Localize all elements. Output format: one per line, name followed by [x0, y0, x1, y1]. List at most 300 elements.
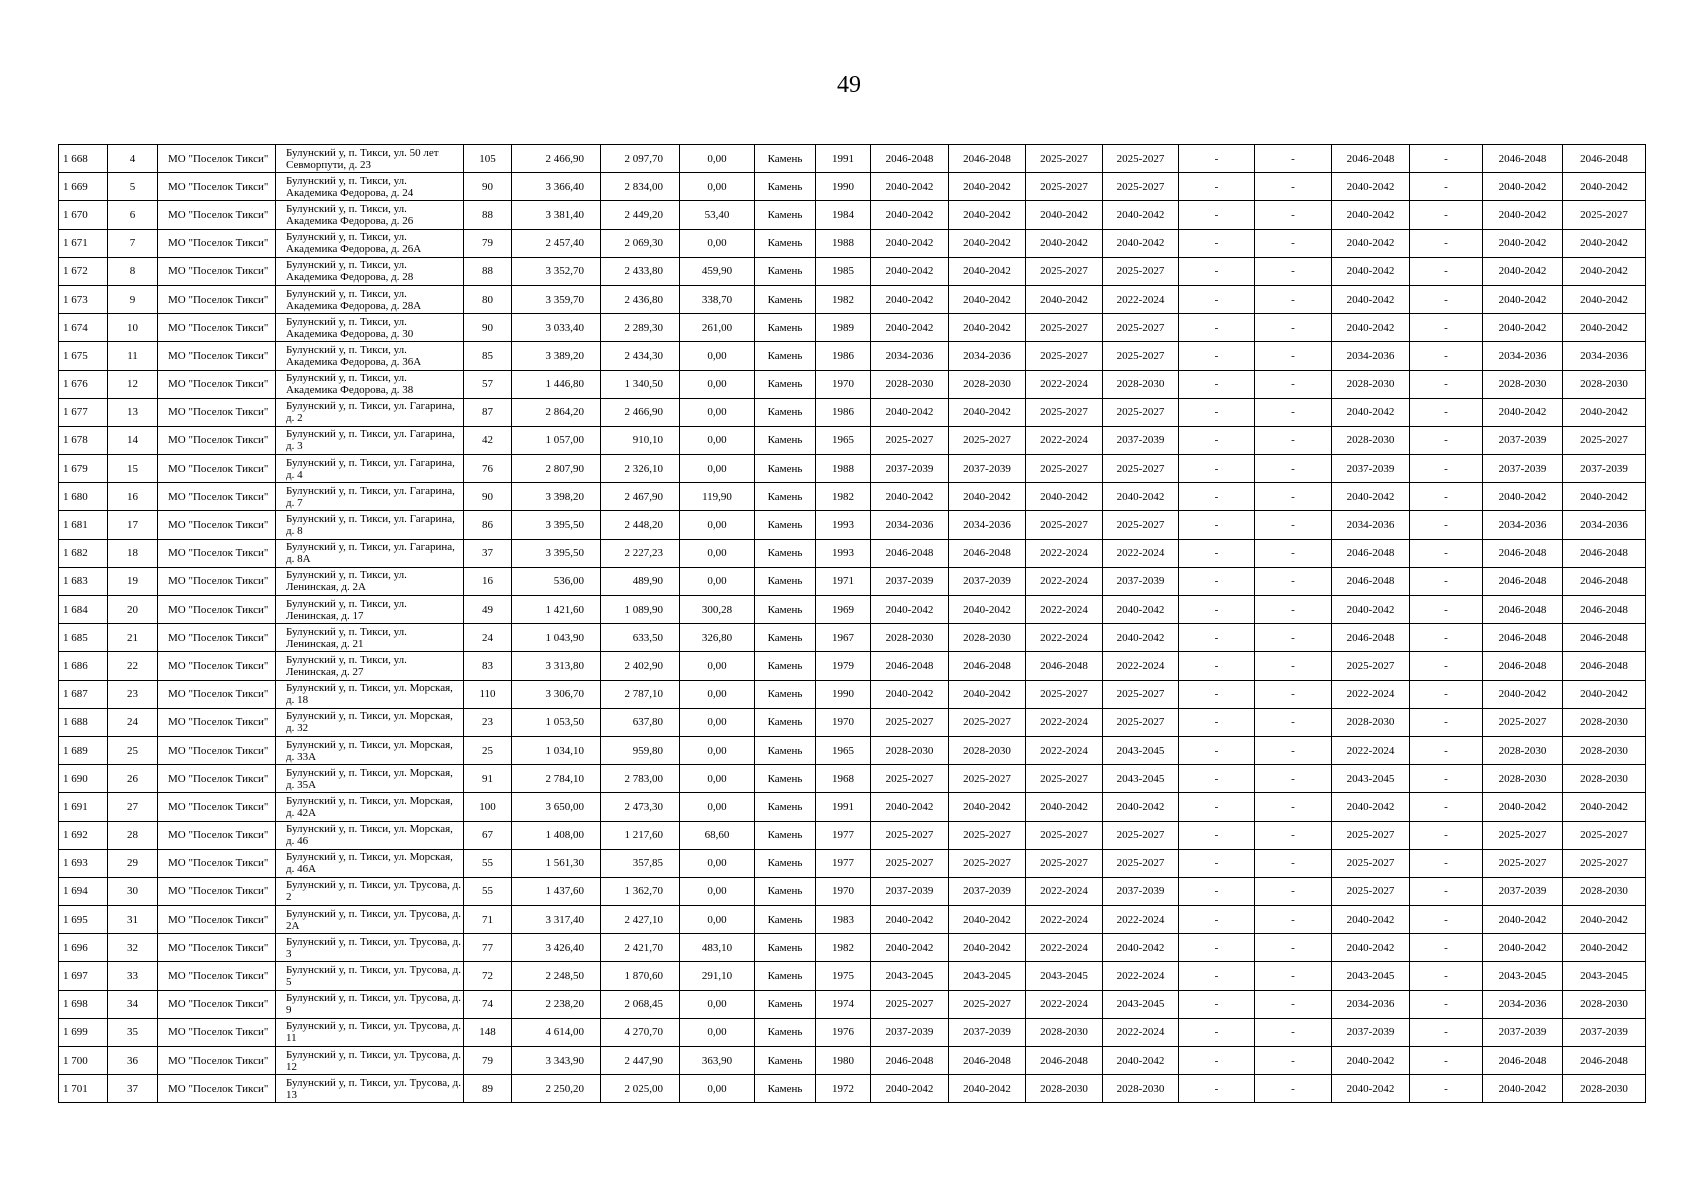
cell-address: Булунский у, п. Тикси, ул. Гагарина, д. 4 [276, 455, 464, 483]
cell-address: Булунский у, п. Тикси, ул. Трусова, д. 9 [276, 990, 464, 1018]
cell-row-number: 1 699 [59, 1018, 108, 1046]
cell-period-8: - [1410, 962, 1483, 990]
cell-period-2: 2040-2042 [949, 793, 1026, 821]
table-row [59, 1075, 1646, 1103]
cell-wall-material: Камень [755, 1075, 816, 1103]
cell-municipality: МО "Поселок Тикси" [158, 793, 276, 821]
cell-period-8: - [1410, 708, 1483, 736]
cell-living-area: 633,50 [601, 624, 680, 652]
cell-wall-material: Камень [755, 342, 816, 370]
cell-period-10: 2025-2027 [1563, 849, 1646, 877]
cell-row-number: 1 677 [59, 398, 108, 426]
cell-total-area: 2 250,20 [512, 1075, 601, 1103]
cell-period-9: 2040-2042 [1483, 1075, 1563, 1103]
cell-address: Булунский у, п. Тикси, ул. Морская, д. 33А [276, 736, 464, 764]
cell-period-1: 2040-2042 [871, 285, 949, 313]
cell-total-area: 1 408,00 [512, 821, 601, 849]
cell-period-5: - [1179, 173, 1255, 201]
cell-build-year: 1993 [816, 511, 871, 539]
cell-period-6: - [1255, 1018, 1332, 1046]
cell-period-9: 2040-2042 [1483, 229, 1563, 257]
cell-period-1: 2025-2027 [871, 708, 949, 736]
cell-period-5: - [1179, 342, 1255, 370]
cell-period-3: 2022-2024 [1026, 708, 1103, 736]
cell-item-number: 30 [108, 877, 158, 905]
cell-address: Булунский у, п. Тикси, ул. Морская, д. 46А [276, 849, 464, 877]
cell-residents: 57 [464, 370, 512, 398]
cell-period-7: 2040-2042 [1332, 1047, 1410, 1075]
cell-period-3: 2022-2024 [1026, 736, 1103, 764]
cell-period-7: 2028-2030 [1332, 708, 1410, 736]
cell-period-3: 2025-2027 [1026, 680, 1103, 708]
cell-row-number: 1 687 [59, 680, 108, 708]
cell-residents: 49 [464, 596, 512, 624]
cell-build-year: 1968 [816, 765, 871, 793]
cell-row-number: 1 674 [59, 314, 108, 342]
cell-period-4: 2040-2042 [1103, 1047, 1179, 1075]
cell-period-9: 2040-2042 [1483, 173, 1563, 201]
cell-residents: 105 [464, 145, 512, 173]
cell-period-6: - [1255, 483, 1332, 511]
table-row [59, 877, 1646, 905]
cell-period-5: - [1179, 1018, 1255, 1046]
cell-period-3: 2028-2030 [1026, 1018, 1103, 1046]
cell-period-1: 2040-2042 [871, 793, 949, 821]
cell-row-number: 1 693 [59, 849, 108, 877]
cell-period-4: 2040-2042 [1103, 793, 1179, 821]
cell-period-5: - [1179, 398, 1255, 426]
cell-row-number: 1 685 [59, 624, 108, 652]
cell-period-2: 2040-2042 [949, 1075, 1026, 1103]
cell-period-9: 2040-2042 [1483, 793, 1563, 821]
cell-wall-material: Камень [755, 793, 816, 821]
cell-total-area: 1 421,60 [512, 596, 601, 624]
cell-period-1: 2043-2045 [871, 962, 949, 990]
cell-period-1: 2046-2048 [871, 1047, 949, 1075]
table-row [59, 342, 1646, 370]
cell-period-3: 2028-2030 [1026, 1075, 1103, 1103]
table-row [59, 765, 1646, 793]
cell-residents: 72 [464, 962, 512, 990]
cell-total-area: 1 034,10 [512, 736, 601, 764]
cell-total-area: 3 306,70 [512, 680, 601, 708]
table-row [59, 314, 1646, 342]
cell-build-year: 1980 [816, 1047, 871, 1075]
cell-period-1: 2025-2027 [871, 821, 949, 849]
cell-nonresidential-area: 0,00 [680, 370, 755, 398]
cell-period-1: 2028-2030 [871, 624, 949, 652]
cell-nonresidential-area: 291,10 [680, 962, 755, 990]
cell-nonresidential-area: 68,60 [680, 821, 755, 849]
table-row [59, 483, 1646, 511]
cell-municipality: МО "Поселок Тикси" [158, 596, 276, 624]
cell-residents: 16 [464, 567, 512, 595]
cell-municipality: МО "Поселок Тикси" [158, 624, 276, 652]
cell-living-area: 2 434,30 [601, 342, 680, 370]
cell-period-5: - [1179, 201, 1255, 229]
cell-period-6: - [1255, 1075, 1332, 1103]
cell-item-number: 6 [108, 201, 158, 229]
cell-total-area: 3 395,50 [512, 539, 601, 567]
cell-total-area: 2 784,10 [512, 765, 601, 793]
cell-municipality: МО "Поселок Тикси" [158, 229, 276, 257]
cell-item-number: 12 [108, 370, 158, 398]
cell-period-9: 2028-2030 [1483, 370, 1563, 398]
cell-period-10: 2028-2030 [1563, 370, 1646, 398]
cell-period-10: 2028-2030 [1563, 877, 1646, 905]
cell-period-7: 2040-2042 [1332, 483, 1410, 511]
cell-nonresidential-area: 0,00 [680, 877, 755, 905]
cell-period-3: 2025-2027 [1026, 511, 1103, 539]
cell-item-number: 32 [108, 934, 158, 962]
cell-living-area: 2 421,70 [601, 934, 680, 962]
cell-living-area: 2 025,00 [601, 1075, 680, 1103]
cell-period-10: 2040-2042 [1563, 483, 1646, 511]
cell-period-3: 2040-2042 [1026, 483, 1103, 511]
cell-period-6: - [1255, 736, 1332, 764]
cell-total-area: 3 352,70 [512, 257, 601, 285]
cell-period-6: - [1255, 906, 1332, 934]
cell-period-1: 2025-2027 [871, 426, 949, 454]
cell-period-7: 2046-2048 [1332, 567, 1410, 595]
cell-period-9: 2037-2039 [1483, 426, 1563, 454]
cell-period-1: 2028-2030 [871, 736, 949, 764]
cell-period-5: - [1179, 934, 1255, 962]
cell-period-3: 2025-2027 [1026, 455, 1103, 483]
cell-period-9: 2034-2036 [1483, 511, 1563, 539]
cell-period-4: 2043-2045 [1103, 765, 1179, 793]
cell-wall-material: Камень [755, 398, 816, 426]
cell-living-area: 2 467,90 [601, 483, 680, 511]
cell-item-number: 17 [108, 511, 158, 539]
cell-period-8: - [1410, 201, 1483, 229]
cell-period-2: 2028-2030 [949, 370, 1026, 398]
cell-residents: 77 [464, 934, 512, 962]
cell-total-area: 3 389,20 [512, 342, 601, 370]
cell-address: Булунский у, п. Тикси, ул. Гагарина, д. 7 [276, 483, 464, 511]
cell-period-1: 2040-2042 [871, 483, 949, 511]
cell-period-5: - [1179, 990, 1255, 1018]
cell-period-3: 2025-2027 [1026, 765, 1103, 793]
cell-row-number: 1 668 [59, 145, 108, 173]
cell-period-2: 2040-2042 [949, 285, 1026, 313]
cell-residents: 25 [464, 736, 512, 764]
cell-build-year: 1975 [816, 962, 871, 990]
cell-period-3: 2022-2024 [1026, 370, 1103, 398]
cell-residents: 67 [464, 821, 512, 849]
cell-municipality: МО "Поселок Тикси" [158, 257, 276, 285]
cell-wall-material: Камень [755, 624, 816, 652]
cell-living-area: 2 289,30 [601, 314, 680, 342]
cell-period-3: 2025-2027 [1026, 342, 1103, 370]
cell-living-area: 2 402,90 [601, 652, 680, 680]
cell-period-9: 2043-2045 [1483, 962, 1563, 990]
cell-build-year: 1970 [816, 877, 871, 905]
cell-period-8: - [1410, 934, 1483, 962]
cell-living-area: 2 447,90 [601, 1047, 680, 1075]
cell-period-2: 2046-2048 [949, 652, 1026, 680]
cell-row-number: 1 694 [59, 877, 108, 905]
cell-row-number: 1 672 [59, 257, 108, 285]
cell-address: Булунский у, п. Тикси, ул. Академика Федорова, д. 28А [276, 285, 464, 313]
cell-item-number: 10 [108, 314, 158, 342]
cell-period-9: 2040-2042 [1483, 257, 1563, 285]
cell-period-7: 2040-2042 [1332, 314, 1410, 342]
cell-living-area: 2 326,10 [601, 455, 680, 483]
cell-period-8: - [1410, 539, 1483, 567]
cell-address: Булунский у, п. Тикси, ул. Ленинская, д. 2А [276, 567, 464, 595]
cell-period-9: 2028-2030 [1483, 765, 1563, 793]
cell-municipality: МО "Поселок Тикси" [158, 1018, 276, 1046]
cell-wall-material: Камень [755, 849, 816, 877]
cell-period-8: - [1410, 652, 1483, 680]
cell-item-number: 31 [108, 906, 158, 934]
cell-living-area: 2 473,30 [601, 793, 680, 821]
cell-period-8: - [1410, 821, 1483, 849]
cell-municipality: МО "Поселок Тикси" [158, 934, 276, 962]
cell-period-2: 2040-2042 [949, 680, 1026, 708]
cell-period-10: 2046-2048 [1563, 567, 1646, 595]
cell-period-2: 2040-2042 [949, 173, 1026, 201]
table-row [59, 624, 1646, 652]
cell-municipality: МО "Поселок Тикси" [158, 511, 276, 539]
cell-period-7: 2028-2030 [1332, 426, 1410, 454]
cell-period-10: 2040-2042 [1563, 257, 1646, 285]
cell-address: Булунский у, п. Тикси, ул. Трусова, д. 3 [276, 934, 464, 962]
cell-municipality: МО "Поселок Тикси" [158, 877, 276, 905]
cell-total-area: 1 053,50 [512, 708, 601, 736]
cell-period-8: - [1410, 455, 1483, 483]
cell-period-7: 2028-2030 [1332, 370, 1410, 398]
cell-period-9: 2040-2042 [1483, 680, 1563, 708]
cell-period-10: 2028-2030 [1563, 708, 1646, 736]
cell-living-area: 2 427,10 [601, 906, 680, 934]
cell-wall-material: Камень [755, 539, 816, 567]
cell-total-area: 3 398,20 [512, 483, 601, 511]
cell-build-year: 1982 [816, 285, 871, 313]
cell-period-10: 2040-2042 [1563, 173, 1646, 201]
cell-period-7: 2025-2027 [1332, 849, 1410, 877]
cell-address: Булунский у, п. Тикси, ул. Морская, д. 35А [276, 765, 464, 793]
cell-period-4: 2022-2024 [1103, 539, 1179, 567]
cell-period-3: 2040-2042 [1026, 285, 1103, 313]
cell-item-number: 18 [108, 539, 158, 567]
cell-period-1: 2025-2027 [871, 990, 949, 1018]
cell-period-10: 2034-2036 [1563, 342, 1646, 370]
cell-item-number: 16 [108, 483, 158, 511]
cell-municipality: МО "Поселок Тикси" [158, 821, 276, 849]
cell-municipality: МО "Поселок Тикси" [158, 173, 276, 201]
table-row [59, 906, 1646, 934]
cell-period-10: 2028-2030 [1563, 736, 1646, 764]
cell-period-1: 2040-2042 [871, 201, 949, 229]
cell-wall-material: Камень [755, 483, 816, 511]
cell-address: Булунский у, п. Тикси, ул. Трусова, д. 13 [276, 1075, 464, 1103]
cell-total-area: 2 466,90 [512, 145, 601, 173]
cell-period-9: 2034-2036 [1483, 342, 1563, 370]
cell-period-1: 2046-2048 [871, 145, 949, 173]
cell-period-8: - [1410, 624, 1483, 652]
cell-period-1: 2025-2027 [871, 765, 949, 793]
cell-period-10: 2040-2042 [1563, 314, 1646, 342]
cell-period-4: 2025-2027 [1103, 173, 1179, 201]
cell-nonresidential-area: 0,00 [680, 1075, 755, 1103]
cell-wall-material: Камень [755, 145, 816, 173]
cell-period-1: 2040-2042 [871, 257, 949, 285]
cell-address: Булунский у, п. Тикси, ул. Академика Федорова, д. 26А [276, 229, 464, 257]
cell-build-year: 1993 [816, 539, 871, 567]
cell-municipality: МО "Поселок Тикси" [158, 1047, 276, 1075]
cell-period-4: 2043-2045 [1103, 736, 1179, 764]
cell-item-number: 33 [108, 962, 158, 990]
cell-period-2: 2040-2042 [949, 398, 1026, 426]
cell-nonresidential-area: 0,00 [680, 680, 755, 708]
cell-municipality: МО "Поселок Тикси" [158, 145, 276, 173]
cell-nonresidential-area: 0,00 [680, 342, 755, 370]
cell-residents: 74 [464, 990, 512, 1018]
cell-period-8: - [1410, 173, 1483, 201]
cell-build-year: 1970 [816, 370, 871, 398]
cell-period-2: 2040-2042 [949, 483, 1026, 511]
cell-living-area: 2 227,23 [601, 539, 680, 567]
cell-living-area: 637,80 [601, 708, 680, 736]
cell-period-10: 2025-2027 [1563, 821, 1646, 849]
cell-period-8: - [1410, 511, 1483, 539]
cell-period-9: 2025-2027 [1483, 708, 1563, 736]
cell-wall-material: Камень [755, 1018, 816, 1046]
cell-build-year: 1969 [816, 596, 871, 624]
cell-address: Булунский у, п. Тикси, ул. Морская, д. 46 [276, 821, 464, 849]
cell-wall-material: Камень [755, 314, 816, 342]
cell-residents: 85 [464, 342, 512, 370]
cell-period-4: 2025-2027 [1103, 314, 1179, 342]
cell-nonresidential-area: 0,00 [680, 145, 755, 173]
cell-address: Булунский у, п. Тикси, ул. Гагарина, д. 2 [276, 398, 464, 426]
cell-period-1: 2040-2042 [871, 314, 949, 342]
cell-period-6: - [1255, 765, 1332, 793]
cell-period-1: 2040-2042 [871, 934, 949, 962]
table-row [59, 201, 1646, 229]
cell-period-7: 2022-2024 [1332, 736, 1410, 764]
cell-period-7: 2046-2048 [1332, 624, 1410, 652]
cell-period-4: 2022-2024 [1103, 906, 1179, 934]
cell-period-5: - [1179, 483, 1255, 511]
cell-total-area: 3 359,70 [512, 285, 601, 313]
cell-period-7: 2043-2045 [1332, 962, 1410, 990]
cell-residents: 71 [464, 906, 512, 934]
cell-period-8: - [1410, 1047, 1483, 1075]
cell-row-number: 1 689 [59, 736, 108, 764]
cell-period-6: - [1255, 680, 1332, 708]
cell-nonresidential-area: 0,00 [680, 990, 755, 1018]
cell-item-number: 34 [108, 990, 158, 1018]
cell-address: Булунский у, п. Тикси, ул. Академика Федорова, д. 24 [276, 173, 464, 201]
cell-period-2: 2046-2048 [949, 1047, 1026, 1075]
table-row [59, 398, 1646, 426]
cell-period-7: 2040-2042 [1332, 173, 1410, 201]
cell-period-4: 2025-2027 [1103, 511, 1179, 539]
cell-nonresidential-area: 53,40 [680, 201, 755, 229]
cell-total-area: 3 650,00 [512, 793, 601, 821]
cell-period-1: 2037-2039 [871, 567, 949, 595]
cell-period-3: 2046-2048 [1026, 652, 1103, 680]
cell-item-number: 36 [108, 1047, 158, 1075]
cell-nonresidential-area: 0,00 [680, 398, 755, 426]
cell-period-5: - [1179, 1047, 1255, 1075]
cell-row-number: 1 683 [59, 567, 108, 595]
cell-period-2: 2040-2042 [949, 906, 1026, 934]
cell-period-6: - [1255, 426, 1332, 454]
cell-item-number: 7 [108, 229, 158, 257]
cell-period-10: 2040-2042 [1563, 398, 1646, 426]
cell-period-4: 2028-2030 [1103, 370, 1179, 398]
cell-row-number: 1 681 [59, 511, 108, 539]
cell-nonresidential-area: 0,00 [680, 426, 755, 454]
cell-period-1: 2037-2039 [871, 1018, 949, 1046]
cell-period-3: 2025-2027 [1026, 398, 1103, 426]
cell-period-4: 2022-2024 [1103, 1018, 1179, 1046]
cell-build-year: 1979 [816, 652, 871, 680]
cell-period-9: 2040-2042 [1483, 906, 1563, 934]
cell-total-area: 3 366,40 [512, 173, 601, 201]
cell-period-4: 2040-2042 [1103, 934, 1179, 962]
cell-municipality: МО "Поселок Тикси" [158, 708, 276, 736]
cell-row-number: 1 688 [59, 708, 108, 736]
cell-period-5: - [1179, 652, 1255, 680]
cell-wall-material: Камень [755, 1047, 816, 1075]
cell-period-4: 2040-2042 [1103, 483, 1179, 511]
cell-living-area: 2 466,90 [601, 398, 680, 426]
cell-period-8: - [1410, 145, 1483, 173]
cell-period-3: 2025-2027 [1026, 173, 1103, 201]
cell-period-7: 2040-2042 [1332, 229, 1410, 257]
cell-build-year: 1991 [816, 793, 871, 821]
cell-address: Булунский у, п. Тикси, ул. Трусова, д. 2 [276, 877, 464, 905]
cell-row-number: 1 676 [59, 370, 108, 398]
cell-item-number: 14 [108, 426, 158, 454]
cell-municipality: МО "Поселок Тикси" [158, 426, 276, 454]
cell-build-year: 1990 [816, 173, 871, 201]
cell-period-2: 2040-2042 [949, 934, 1026, 962]
cell-address: Булунский у, п. Тикси, ул. Морская, д. 32 [276, 708, 464, 736]
cell-period-5: - [1179, 765, 1255, 793]
cell-period-7: 2040-2042 [1332, 793, 1410, 821]
cell-period-2: 2028-2030 [949, 736, 1026, 764]
cell-build-year: 1965 [816, 736, 871, 764]
cell-period-6: - [1255, 596, 1332, 624]
cell-wall-material: Камень [755, 596, 816, 624]
cell-period-6: - [1255, 229, 1332, 257]
cell-address: Булунский у, п. Тикси, ул. Трусова, д. 2А [276, 906, 464, 934]
table-row [59, 736, 1646, 764]
cell-period-5: - [1179, 426, 1255, 454]
cell-address: Булунский у, п. Тикси, ул. Академика Федорова, д. 28 [276, 257, 464, 285]
cell-period-5: - [1179, 285, 1255, 313]
cell-address: Булунский у, п. Тикси, ул. Ленинская, д. 17 [276, 596, 464, 624]
cell-row-number: 1 695 [59, 906, 108, 934]
table-row [59, 962, 1646, 990]
cell-period-3: 2025-2027 [1026, 821, 1103, 849]
cell-period-6: - [1255, 821, 1332, 849]
cell-period-2: 2028-2030 [949, 624, 1026, 652]
cell-residents: 24 [464, 624, 512, 652]
cell-residents: 100 [464, 793, 512, 821]
cell-period-9: 2037-2039 [1483, 877, 1563, 905]
table-row [59, 708, 1646, 736]
cell-period-8: - [1410, 257, 1483, 285]
cell-period-7: 2040-2042 [1332, 285, 1410, 313]
cell-municipality: МО "Поселок Тикси" [158, 342, 276, 370]
